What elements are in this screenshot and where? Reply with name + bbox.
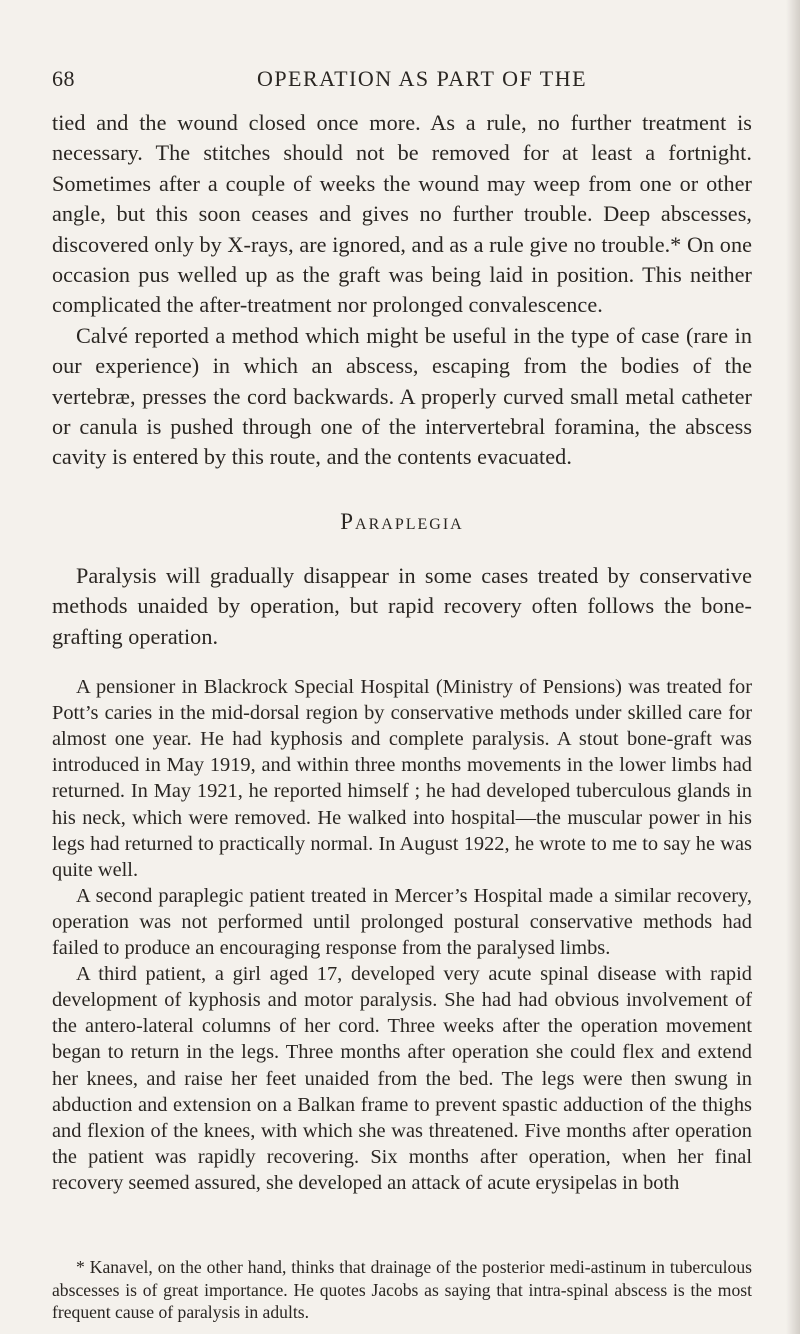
- paragraph-calve-method: Calvé reported a method which might be useful in the type of case (rare in our experience) in which an abscess, escaping from the bodies of the vertebræ, presses the cord backwards. A properly curved small metal catheter or canula is pushed through one of the intervertebral foramina, the abscess cavity is entered by this route, and the contents evacuated.: [52, 322, 752, 470]
- page-number: 68: [52, 66, 75, 91]
- spacer: [52, 652, 752, 674]
- footnote-text: * Kanavel, on the other hand, thinks that drainage of the posterior medi-astinum in tuberculous abscesses is of great importance. He quotes Jacobs as saying that intra-spinal abscess is the most frequent cause of paralysis in adults.: [52, 1257, 752, 1323]
- paragraph-case-second-patient: A second paraplegic patient treated in Mercer’s Hospital made a similar recovery, operation was not performed until prolonged postural conservative methods had failed to produce an encouraging response from the paralysed limbs.: [52, 884, 752, 960]
- large-type-block: [52, 108, 752, 652]
- case-reports-block: [52, 674, 752, 1196]
- body-text: [52, 108, 752, 1196]
- running-head: [52, 66, 752, 96]
- section-heading: [52, 507, 752, 537]
- paragraph-paralysis-intro: Paralysis will gradually disappear in some cases treated by conservative methods unaided by operation, but rapid recovery often follows the bone-grafting operation.: [52, 562, 752, 649]
- paragraph-wound-closure: tied and the wound closed once more. As a rule, no further treatment is necessary. The stitches should not be removed for at least a fortnight. Sometimes after a couple of weeks the wound may weep from one or other angle, but this soon ceases and gives no further trouble. Deep abscesses, discovered only by X-rays, are ignored, and as a rule give no trouble.* On one occasion pus welled up as the graft was being laid in position. This neither complicated the after-treatment nor prolonged convalescence.: [52, 110, 752, 318]
- running-title: OPERATION AS PART OF THE: [256, 66, 588, 91]
- footnote: [52, 1256, 752, 1324]
- section-heading-text: Paraplegia: [340, 508, 464, 534]
- paragraph-case-pensioner: A pensioner in Blackrock Special Hospital (Ministry of Pensions) was treated for Pott’s caries in the mid-dorsal region by conservative methods under skilled care for almost one year. He had kyphosis and complete paralysis. A stout bone-graft was introduced in May 1919, and within three months movements in the lower limbs had returned. In May 1921, he reported himself ; he had developed tuberculous glands in his neck, which were removed. He walked into hospital—the muscular power in his legs had returned to practically normal. In August 1922, he wrote to me to say he was quite well.: [52, 676, 752, 881]
- page-edge-shadow: [786, 0, 800, 1334]
- paragraph-case-third-patient: A third patient, a girl aged 17, developed very acute spinal disease with rapid development of kyphosis and motor paralysis. She had had obvious involvement of the antero-lateral columns of her cord. Three weeks after the operation movement began to return in the legs. Three months after operation she could flex and extend her knees, and raise her feet unaided from the bed. The legs were then swung in abduction and extension on a Balkan frame to prevent spastic adduction of the thighs and flexion of the knees, with which she was threatened. Five months after operation the patient was rapidly recovering. Six months after operation, when her final recovery seemed assured, she developed an attack of acute erysipelas in both: [52, 963, 752, 1194]
